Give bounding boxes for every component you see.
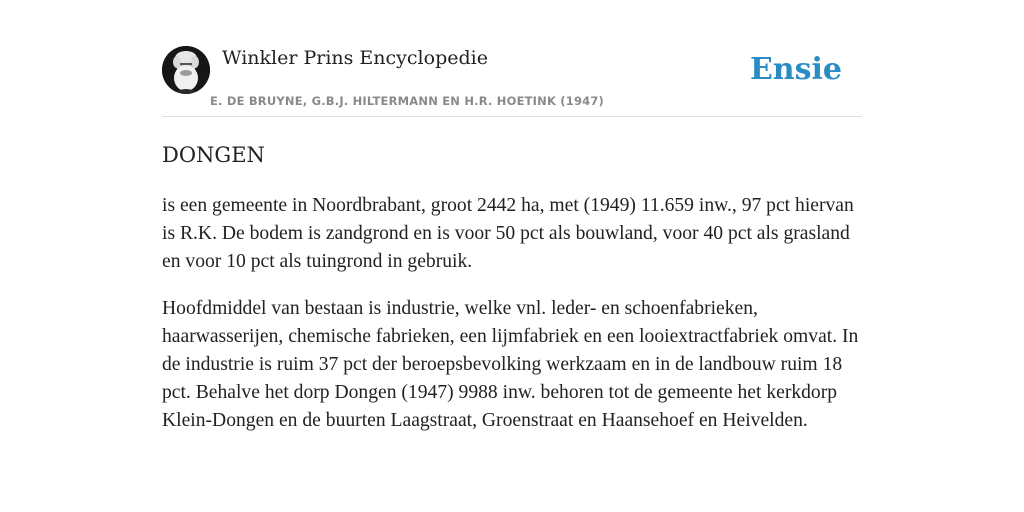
entry-paragraph: Hoofdmiddel van bestaan is industrie, welke vnl. leder- en schoenfabrieken, haarwasserijen, chemische fabrieken, een lijmfabriek en een looiextractfabriek omvat. In de industrie is ruim 37 pct der beroepsbevolking werkzaam en in de landbouw ruim 18 pct. Behalve het dorp Dongen (1947) 9988 inw. behoren tot de gemeente het kerkdorp Klein-Dongen en de buurten Laagstraat, Groenstraat en Haansehoef en Heivelden. [162, 298, 859, 431]
site-header [162, 46, 862, 117]
author-portrait[interactable] [162, 46, 210, 94]
brand-logo[interactable]: Ensie [749, 52, 842, 87]
entry-paragraph: is een gemeente in Noordbrabant, groot 2442 ha, met (1949) 11.659 inw., 97 pct hiervan is R.K. De bodem is zandgrond en is voor 50 pct als bouwland, voor 40 pct als grasland en voor 10 pct als tuingrond in gebruik. [162, 195, 854, 272]
portrait-image [162, 46, 210, 94]
authors-credit: E. DE BRUYNE, G.B.J. HILTERMANN EN H.R. HOETINK (1947) [210, 94, 605, 108]
entry-title: DONGEN [162, 143, 265, 167]
encyclopedia-title[interactable]: Winkler Prins Encyclopedie [222, 47, 488, 69]
entry-body [162, 192, 862, 454]
